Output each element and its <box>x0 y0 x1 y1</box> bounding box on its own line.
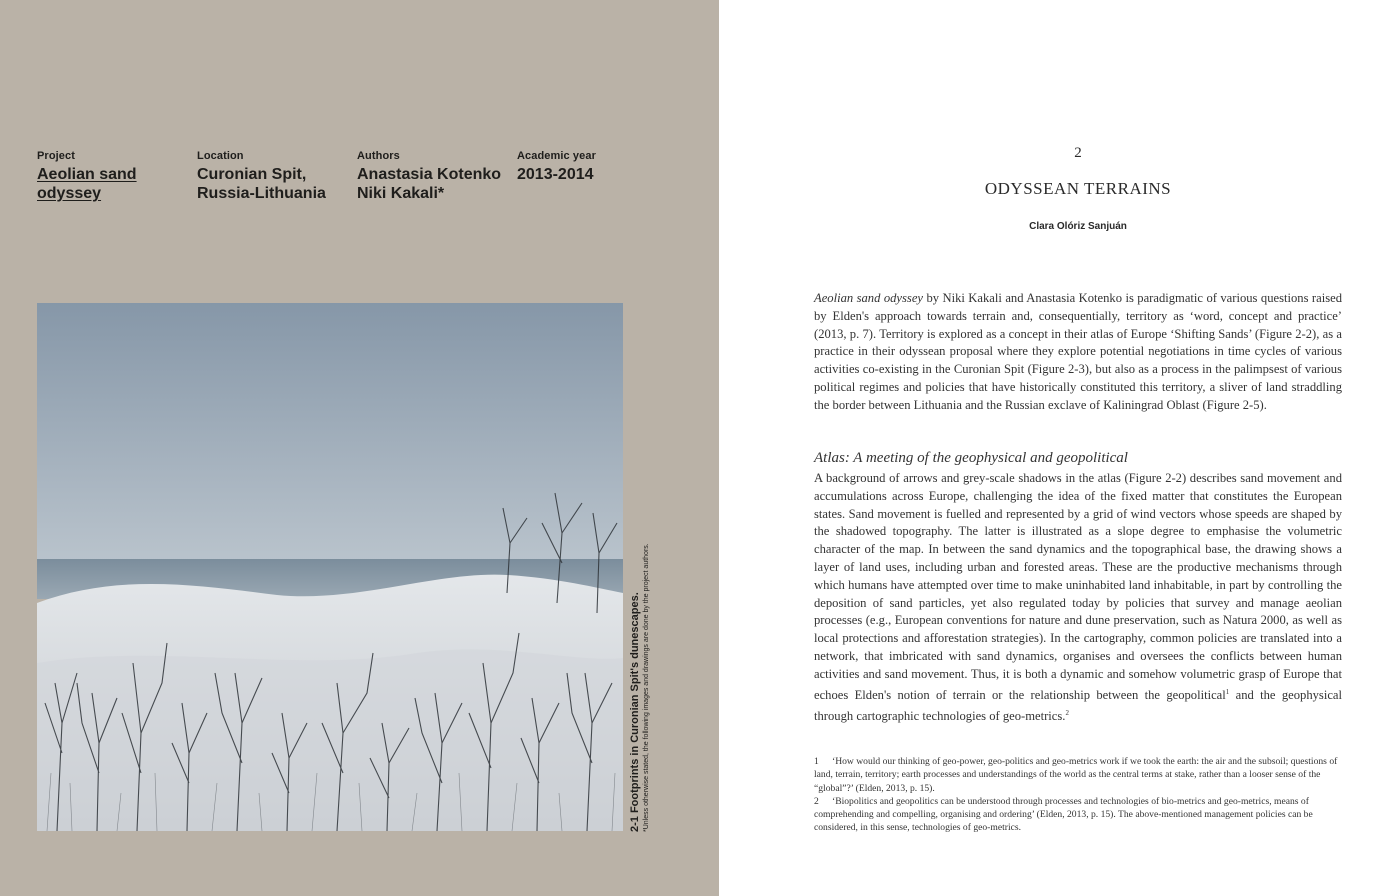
footnote <box>814 795 1342 835</box>
meta-authors <box>357 150 501 203</box>
project-title-link[interactable] <box>37 165 137 203</box>
meta-project <box>37 150 137 203</box>
chapter-title: ODYSSEAN TERRAINS <box>984 179 1172 198</box>
section-text-mid: and the geophysical through cartographic technologies of geo-metrics. <box>814 687 1342 723</box>
section-text: A background of arrows and grey-scale shadows in the atlas (Figure 2-2) describes sand movement and accumulations across Europe, challenging the idea of the fixed matter that constitutes the European states. Sand movement is fuelled and represented by a grid of wind vectors whose speeds are shaped by the shadowed topography. The latter is illustrated as a slope degree to emphasise the volumetric character of the map. In between the sand dynamics and the topographical base, the drawing shows a layer of land uses, including urban and forested areas. These are the productive mechanisms through which humans have attempted over time to make uninhabited land inhabitable, in part by controlling the deposition of sand particles, yet also regulated today by policies that survey and manage aeolian processes (e.g., European conventions for nature and dune preservation, such as Natura 2000, as well as local protections and afforestation strategies). In the cartography, common policies are translated into a network, that imbricated with sand dynamics, organises and oversees the conflicts between human activities and sand movement. Thus, it is both a dynamic and somehow volumetric grasp of Europe that echoes Elden's notion of terrain or the relationship between the geopolitical <box>814 471 1342 702</box>
meta-label: Project <box>37 150 75 162</box>
footnote <box>814 755 1342 795</box>
meta-value <box>517 165 596 184</box>
meta-label: Location <box>197 150 244 162</box>
meta-line: odyssey <box>37 185 102 202</box>
footnote-number: 1 <box>814 756 819 767</box>
footnote-ref[interactable]: 2 <box>1065 708 1069 717</box>
footnote-text: ‘How would our thinking of geo-power, geo-politics and geo-metrics work if we took the earth: the air and the subsoil; questions of land, terrain, territory; earth processes and understandings of the world as the central terms at stake, rather than a looser sense of the “global”?’ (Elden, 2013, p. 15). <box>814 756 1338 794</box>
italic-lead: Aeolian sand odyssey <box>814 291 924 305</box>
dune-photo-illustration <box>37 303 623 831</box>
footnote-number: 2 <box>814 795 819 807</box>
meta-value <box>357 165 501 203</box>
caption-note: *Unless otherwise stated, the following images and drawings are done by the project authors. <box>643 543 650 832</box>
meta-line: Aeolian sand <box>37 166 137 183</box>
meta-label: Academic year <box>517 150 596 162</box>
meta-line: Russia-Lithuania <box>197 185 326 202</box>
footnote-text: ‘Biopolitics and geopolitics can be understood through processes and technologies of bio-metrics and geo-metrics, means of comprehending and compelling, organising and ordering’ (Elden, 2013, p. 15). The above-mentioned management policies can be considered, in this sense, technologies of geo-metrics. <box>814 795 1313 834</box>
meta-line: Niki Kakali* <box>357 185 445 202</box>
dune-photo <box>37 303 623 831</box>
intro-paragraph <box>814 290 1342 415</box>
chapter-number: 2 <box>1074 145 1082 161</box>
meta-location <box>197 150 326 203</box>
footnote-ref[interactable]: 1 <box>1225 687 1230 696</box>
right-page <box>719 0 1378 896</box>
meta-line: Anastasia Kotenko <box>357 166 502 183</box>
chapter-author: Clara Olóriz Sanjuán <box>1029 221 1127 232</box>
figure-caption <box>629 512 669 832</box>
meta-line: Curonian Spit, <box>197 166 307 183</box>
meta-line: 2013-2014 <box>517 166 594 183</box>
caption-main: 2-1 Footprints in Curonian Spit's dunescapes. <box>629 592 641 832</box>
intro-text: by Niki Kakali and Anastasia Kotenko is paradigmatic of various questions raised by Elden's approach towards terrain and, consequentially, territory as ‘word, concept and practice’ (2013, p. 7). Territory is explored as a concept in their atlas of Europe ‘Shifting Sands’ (Figure 2-2), as a practice in their odyssean proposal where they explore potential negotiations in time cycles of various activities co-existing in the Curonian Spit (Figure 2-3), but also as a process in the palimpsest of various political regimes and policies that have historically constituted this territory, a sliver of land straddling the border between Lithuania and the Russian exclave of Kaliningrad Oblast (Figure 2-5). <box>814 291 1342 412</box>
meta-value <box>197 165 326 203</box>
section-paragraph <box>814 470 1342 726</box>
meta-academic-year <box>517 150 596 184</box>
meta-label: Authors <box>357 150 400 162</box>
section-heading: Atlas: A meeting of the geophysical and geopolitical <box>814 450 1128 466</box>
footnotes <box>814 755 1342 835</box>
